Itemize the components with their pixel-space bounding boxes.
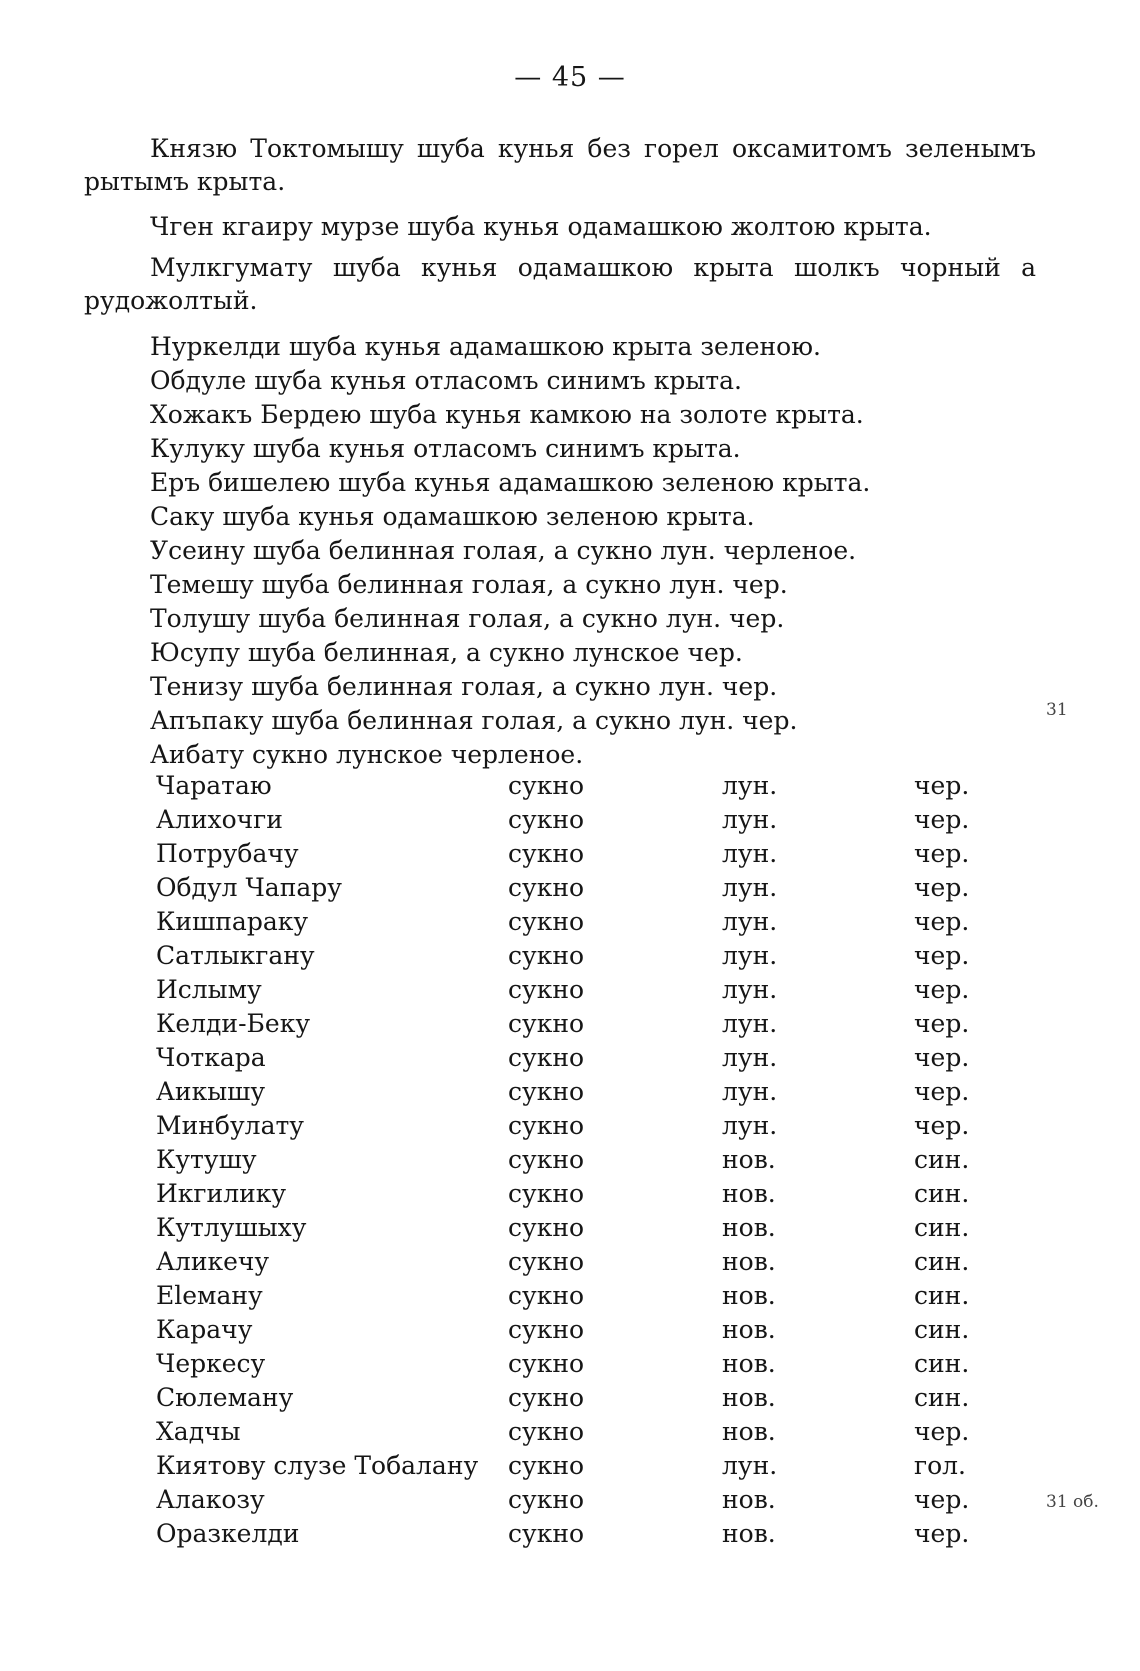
recipient-name: Аликечу [156, 1247, 270, 1276]
recipient-name: Минбулату [156, 1111, 305, 1140]
cloth-kind: лун. [722, 873, 778, 902]
cloth-color: син. [914, 1145, 970, 1174]
table-row [156, 1483, 996, 1517]
margin-folio-note: 31 [1046, 700, 1068, 720]
recipient-name: Черкесу [156, 1349, 266, 1378]
paragraph-mulkgumat [84, 251, 1036, 317]
recipient-name: Икгилику [156, 1179, 287, 1208]
recipient-name: Еleману [156, 1281, 263, 1310]
cloth-kind: лун. [722, 941, 778, 970]
item-cloth: сукно [508, 1519, 585, 1548]
cloth-color: чер. [914, 1417, 970, 1446]
recipient-name: Оразкелди [156, 1519, 300, 1548]
item-cloth: сукно [508, 1145, 585, 1174]
cloth-kind: нов. [722, 1179, 776, 1208]
item-cloth: сукно [508, 873, 585, 902]
item-cloth: сукно [508, 1077, 585, 1106]
cloth-color: чер. [914, 1485, 970, 1514]
recipient-name: Кутлушыху [156, 1213, 307, 1242]
paragraph-text: Мулкгумату шуба кунья одамашкою крыта шолкъ чорный а рудожолтый. [84, 253, 1036, 315]
paragraph-text: Чген кгаиру мурзе шуба кунья одамашкою жолтою крыта. [150, 212, 932, 241]
cloth-color: чер. [914, 771, 970, 800]
item-cloth: сукно [508, 1247, 585, 1276]
list-item: Кулуку шуба кунья отласомъ синимъ крыта. [150, 434, 741, 463]
item-cloth: сукно [508, 1383, 585, 1412]
table-row [156, 1347, 996, 1381]
recipient-name: Алихочги [156, 805, 283, 834]
cloth-kind: нов. [722, 1213, 776, 1242]
table-row [156, 1143, 996, 1177]
item-cloth: сукно [508, 839, 585, 868]
item-cloth: сукно [508, 1485, 585, 1514]
cloth-color: чер. [914, 907, 970, 936]
table-row [156, 1211, 996, 1245]
recipient-name: Потрубачу [156, 839, 299, 868]
item-cloth: сукно [508, 805, 585, 834]
gift-entries-list [150, 330, 970, 772]
table-row [156, 1449, 996, 1483]
table-row [156, 1177, 996, 1211]
cloth-color: син. [914, 1315, 970, 1344]
table-row [156, 871, 996, 905]
cloth-kind: нов. [722, 1281, 776, 1310]
list-item: Апъпаку шуба белинная голая, а сукно лун. чер. [150, 706, 798, 735]
item-cloth: сукно [508, 1009, 585, 1038]
recipient-name: Обдул Чапару [156, 873, 342, 902]
cloth-color: син. [914, 1383, 970, 1412]
cloth-color: син. [914, 1349, 970, 1378]
cloth-color: чер. [914, 1077, 970, 1106]
recipient-name: Чаратаю [156, 771, 272, 800]
table-row [156, 905, 996, 939]
cloth-color: чер. [914, 975, 970, 1004]
table-row [156, 1517, 996, 1551]
cloth-color: син. [914, 1179, 970, 1208]
cloth-color: чер. [914, 1111, 970, 1140]
margin-folio-note: 31 об. [1046, 1492, 1099, 1512]
cloth-color: чер. [914, 839, 970, 868]
table-row [156, 939, 996, 973]
cloth-kind: нов. [722, 1383, 776, 1412]
table-row [156, 1075, 996, 1109]
table-row [156, 1041, 996, 1075]
list-item: Усеину шуба белинная голая, а сукно лун. черленое. [150, 536, 857, 565]
table-row [156, 1381, 996, 1415]
recipient-name: Аикышу [156, 1077, 266, 1106]
cloth-kind: нов. [722, 1349, 776, 1378]
item-cloth: сукно [508, 975, 585, 1004]
cloth-kind: лун. [722, 771, 778, 800]
item-cloth: сукно [508, 771, 585, 800]
recipient-name: Ислыму [156, 975, 262, 1004]
table-row [156, 1007, 996, 1041]
item-cloth: сукно [508, 1315, 585, 1344]
recipient-name: Сюлеману [156, 1383, 294, 1412]
list-item: Толушу шуба белинная голая, а сукно лун. чер. [150, 604, 785, 633]
cloth-color: син. [914, 1247, 970, 1276]
item-cloth: сукно [508, 907, 585, 936]
cloth-kind: лун. [722, 1451, 778, 1480]
table-row [156, 1279, 996, 1313]
recipient-name: Алакозу [156, 1485, 265, 1514]
cloth-table [156, 769, 996, 1551]
cloth-kind: нов. [722, 1247, 776, 1276]
cloth-kind: лун. [722, 907, 778, 936]
list-item: Хожакъ Бердею шуба кунья камкою на золоте крыта. [150, 400, 864, 429]
item-cloth: сукно [508, 1281, 585, 1310]
cloth-kind: лун. [722, 1077, 778, 1106]
recipient-name: Киятову слузе Тобалану [156, 1451, 479, 1480]
paragraph-text: Князю Токтомышу шуба кунья без горел оксамитомъ зеленымъ рытымъ крыта. [84, 134, 1036, 196]
paragraph-toktomysh [84, 132, 1036, 198]
list-item: Тенизу шуба белинная голая, а сукно лун. чер. [150, 672, 778, 701]
table-row [156, 803, 996, 837]
recipient-name: Хадчы [156, 1417, 241, 1446]
cloth-color: чер. [914, 941, 970, 970]
table-row [156, 1313, 996, 1347]
cloth-kind: лун. [722, 839, 778, 868]
recipient-name: Кутушу [156, 1145, 257, 1174]
item-cloth: сукно [508, 1179, 585, 1208]
cloth-color: чер. [914, 1043, 970, 1072]
page-number: — 45 — [514, 62, 626, 93]
cloth-kind: нов. [722, 1417, 776, 1446]
item-cloth: сукно [508, 1417, 585, 1446]
cloth-color: гол. [914, 1451, 966, 1480]
cloth-kind: лун. [722, 975, 778, 1004]
cloth-kind: лун. [722, 1111, 778, 1140]
item-cloth: сукно [508, 1213, 585, 1242]
cloth-kind: нов. [722, 1519, 776, 1548]
table-row [156, 1245, 996, 1279]
cloth-color: чер. [914, 873, 970, 902]
list-item: Юсупу шуба белинная, а сукно лунское чер. [150, 638, 743, 667]
list-item: Нуркелди шуба кунья адамашкою крыта зеленою. [150, 332, 821, 361]
cloth-kind: лун. [722, 1043, 778, 1072]
table-row [156, 837, 996, 871]
item-cloth: сукно [508, 941, 585, 970]
table-row [156, 973, 996, 1007]
cloth-color: син. [914, 1281, 970, 1310]
list-item: Еръ бишелею шуба кунья адамашкою зеленою крыта. [150, 468, 871, 497]
recipient-name: Сатлыкгану [156, 941, 315, 970]
cloth-kind: нов. [722, 1315, 776, 1344]
cloth-kind: лун. [722, 1009, 778, 1038]
recipient-name: Келди-Беку [156, 1009, 311, 1038]
table-row [156, 1109, 996, 1143]
list-item: Саку шуба кунья одамашкою зеленою крыта. [150, 502, 755, 531]
item-cloth: сукно [508, 1111, 585, 1140]
list-item: Аибату сукно лунское черленое. [150, 740, 584, 769]
cloth-color: чер. [914, 1009, 970, 1038]
cloth-kind: нов. [722, 1485, 776, 1514]
recipient-name: Карачу [156, 1315, 253, 1344]
cloth-color: чер. [914, 805, 970, 834]
recipient-name: Чоткара [156, 1043, 266, 1072]
recipient-name: Кишпараку [156, 907, 309, 936]
table-row [156, 769, 996, 803]
item-cloth: сукно [508, 1043, 585, 1072]
cloth-kind: нов. [722, 1145, 776, 1174]
list-item: Обдуле шуба кунья отласомъ синимъ крыта. [150, 366, 742, 395]
table-row [156, 1415, 996, 1449]
cloth-color: син. [914, 1213, 970, 1242]
item-cloth: сукно [508, 1349, 585, 1378]
list-item: Темешу шуба белинная голая, а сукно лун. чер. [150, 570, 788, 599]
item-cloth: сукно [508, 1451, 585, 1480]
cloth-color: чер. [914, 1519, 970, 1548]
paragraph-chgen-kgairu [84, 210, 1036, 243]
cloth-kind: лун. [722, 805, 778, 834]
